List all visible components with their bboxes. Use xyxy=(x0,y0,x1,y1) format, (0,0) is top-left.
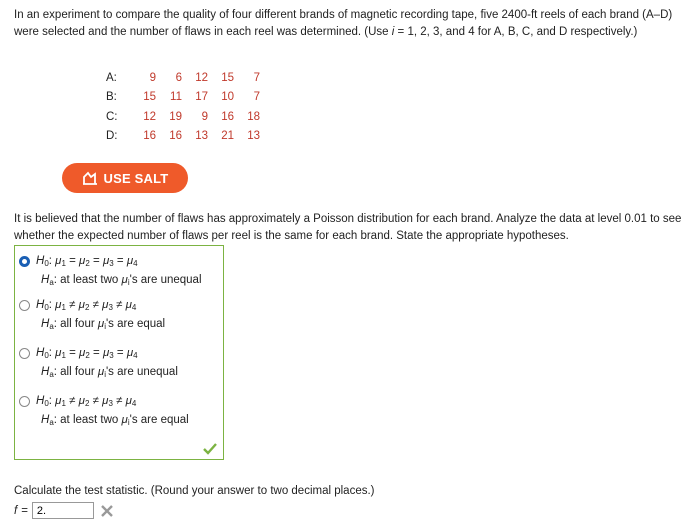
correct-check-icon xyxy=(203,443,217,455)
flaw-count: 15 xyxy=(143,91,156,104)
data-row xyxy=(106,107,260,127)
radio-button[interactable] xyxy=(19,300,30,311)
flaw-count: 13 xyxy=(247,130,260,143)
data-row xyxy=(106,88,260,108)
null-hypothesis: $H_0$: $\mu_1 \ne \mu_2 \ne \mu_3 \ne \mu_4$ xyxy=(36,395,137,408)
flaw-count: 18 xyxy=(247,110,260,123)
answer-row xyxy=(14,502,114,519)
alt-hypothesis: $H_a$: all four $\mu_i's$ are unequal xyxy=(41,366,178,379)
flaw-count: 16 xyxy=(169,130,182,143)
calc-prompt: Calculate the test statistic. (Round your answer to two decimal places.) xyxy=(14,485,375,497)
null-hypothesis: $H_0$: $\mu_1 = \mu_2 = \mu_3 = \mu_4$ xyxy=(36,255,138,268)
flaw-count: 19 xyxy=(169,110,182,123)
f-var-label: f xyxy=(14,504,18,517)
flaw-count: 7 xyxy=(253,91,260,104)
flaw-count: 16 xyxy=(143,130,156,143)
radio-button[interactable] xyxy=(19,348,30,359)
alt-hypothesis: $H_a$: all four $\mu_i's$ are equal xyxy=(41,318,166,331)
flaw-count: 13 xyxy=(195,130,208,143)
flaw-count: 15 xyxy=(221,71,234,84)
salt-icon xyxy=(82,171,98,185)
radio-button[interactable] xyxy=(19,256,30,267)
flaw-count: 12 xyxy=(143,110,156,123)
flaw-count: 9 xyxy=(149,71,156,84)
data-row xyxy=(106,68,260,88)
flaw-count: 6 xyxy=(175,71,182,84)
question-text: It is believed that the number of flaws has approximately a Poisson distribution for each brand. Analyze the data at level 0.01 to see whether the expected number of flaws per reel is the same for each brand. State the appropriate hypotheses. xyxy=(14,213,682,242)
equals-label: = xyxy=(21,504,28,517)
alt-hypothesis: $H_a$: at least two $\mu_i's$ are unequal xyxy=(41,274,202,287)
brand-label: C: xyxy=(106,110,118,123)
use-salt-button[interactable]: USE SALT xyxy=(62,163,188,193)
flaw-count: 21 xyxy=(221,130,234,143)
flaw-count: 9 xyxy=(201,110,208,123)
flaw-count: 12 xyxy=(195,71,208,84)
flaw-count: 17 xyxy=(195,91,208,104)
flaw-count: 11 xyxy=(170,91,182,104)
radio-button[interactable] xyxy=(19,396,30,407)
problem-intro: In an experiment to compare the quality of four different brands of magnetic recording tape, five 2400-ft reels of each brand (A–D) were selected and the number of flaws in each reel was determined. (Use i = 1, 2, 3, and 4 for A, B, C, and D respectively.) xyxy=(14,9,673,38)
brand-label: A: xyxy=(106,71,117,84)
null-hypothesis: $H_0$: $\mu_1 = \mu_2 = \mu_3 = \mu_4$ xyxy=(36,347,138,360)
brand-label: B: xyxy=(106,91,117,104)
brand-label: D: xyxy=(106,130,118,143)
flaw-count: 16 xyxy=(221,110,234,123)
hypotheses-options xyxy=(14,245,224,460)
data-row xyxy=(106,127,260,147)
flaw-count: 7 xyxy=(253,71,260,84)
flaw-count: 10 xyxy=(221,91,234,104)
alt-hypothesis: $H_a$: at least two $\mu_i's$ are equal xyxy=(41,414,189,427)
test-statistic-input[interactable] xyxy=(32,502,94,519)
flaws-data-table xyxy=(106,68,260,146)
incorrect-x-icon xyxy=(100,504,114,518)
null-hypothesis: $H_0$: $\mu_1 \ne \mu_2 \ne \mu_3 \ne \mu_4$ xyxy=(36,299,137,312)
